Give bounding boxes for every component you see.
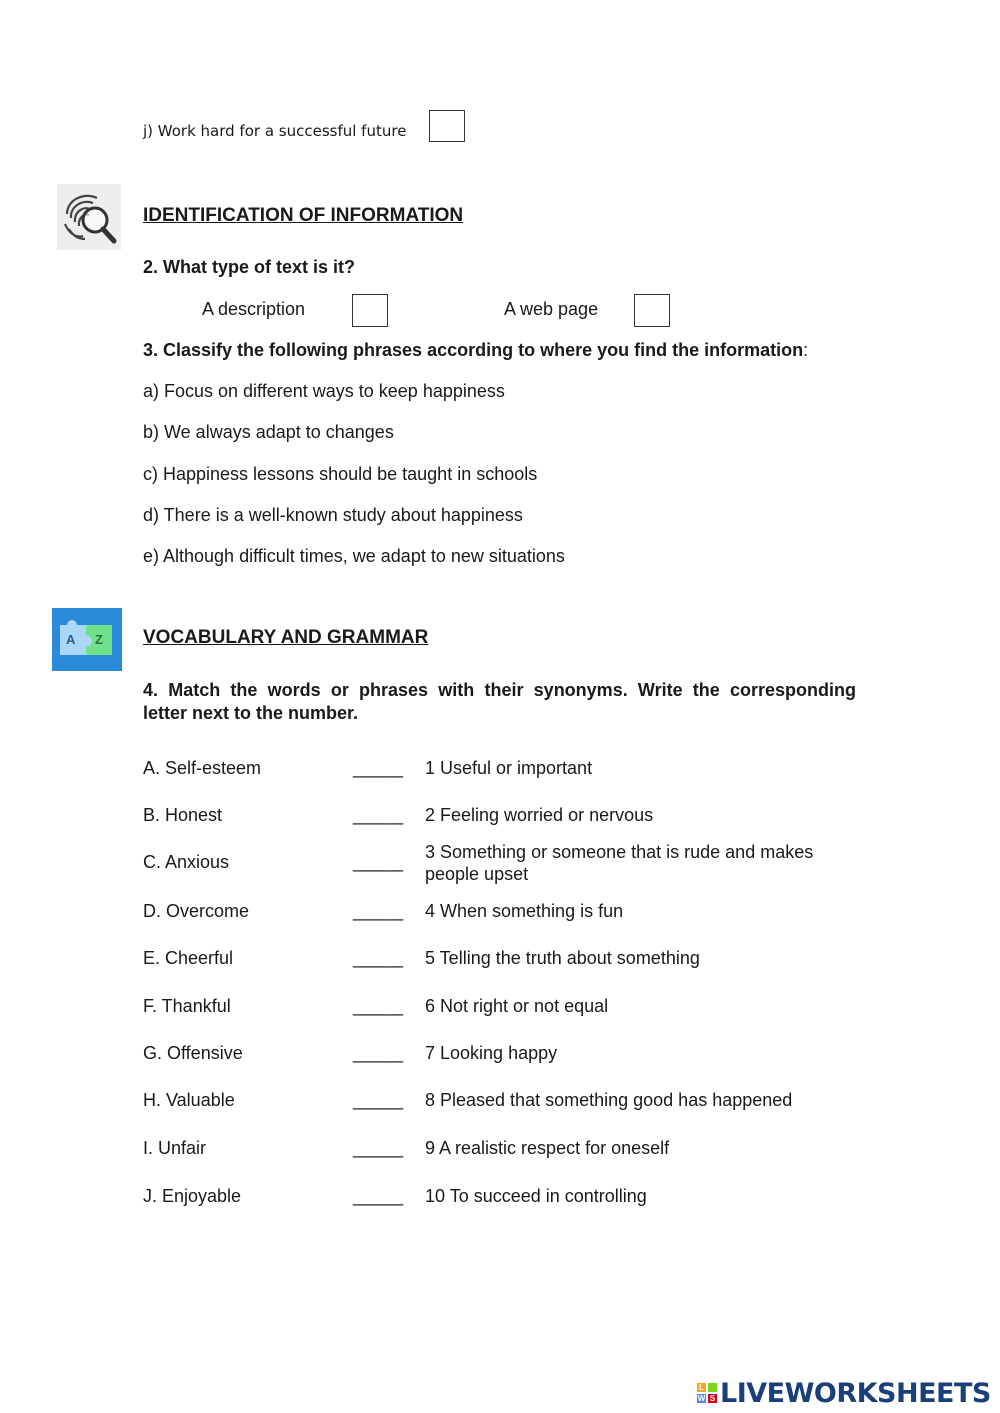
option-description-label: A description	[202, 299, 306, 319]
match-word-c: C. Anxious	[143, 852, 230, 872]
phrase-a: a) Focus on different ways to keep happiness	[143, 381, 505, 401]
liveworksheets-logo-icon	[697, 1383, 717, 1403]
match-blank-8[interactable]: _____	[353, 1090, 404, 1110]
fingerprint-search-icon	[57, 184, 121, 250]
match-word-h: H. Valuable	[143, 1090, 235, 1110]
question-3-text: 3. Classify the following phrases according to where you find the information	[143, 340, 804, 360]
match-def-1: 1 Useful or important	[425, 758, 593, 778]
match-def-2: 2 Feeling worried or nervous	[425, 805, 654, 825]
identification-heading: IDENTIFICATION OF INFORMATION	[143, 205, 464, 226]
match-def-9: 9 A realistic respect for oneself	[425, 1138, 670, 1158]
match-blank-3[interactable]: _____	[353, 852, 404, 872]
match-word-a: A. Self-esteem	[143, 758, 262, 778]
match-def-4: 4 When something is fun	[425, 901, 624, 921]
question-2: 2. What type of text is it?	[143, 257, 356, 277]
match-blank-4[interactable]: _____	[353, 901, 404, 921]
item-j-checkbox[interactable]	[429, 110, 465, 142]
phrase-b: b) We always adapt to changes	[143, 422, 394, 442]
phrase-c: c) Happiness lessons should be taught in schools	[143, 464, 538, 484]
match-blank-2[interactable]: _____	[353, 805, 404, 825]
match-blank-9[interactable]: _____	[353, 1138, 404, 1158]
match-def-5: 5 Telling the truth about something	[425, 948, 700, 968]
match-blank-1[interactable]: _____	[353, 758, 404, 778]
match-def-7: 7 Looking happy	[425, 1043, 558, 1063]
option-web-page-label: A web page	[504, 299, 599, 319]
logo-tile-w: W	[697, 1394, 706, 1403]
question-4-line2: letter next to the number.	[143, 703, 359, 723]
vocabulary-heading: VOCABULARY AND GRAMMAR	[143, 627, 429, 648]
phrase-d: d) There is a well-known study about happiness	[143, 505, 523, 525]
logo-tile-l: L	[697, 1383, 706, 1392]
phrase-e: e) Although difficult times, we adapt to new situations	[143, 546, 565, 566]
match-word-i: I. Unfair	[143, 1138, 207, 1158]
match-blank-5[interactable]: _____	[353, 948, 404, 968]
match-blank-6[interactable]: _____	[353, 996, 404, 1016]
liveworksheets-wordmark: LIVEWORKSHEETS	[720, 1377, 991, 1409]
question-3-colon: :	[803, 340, 809, 360]
match-word-d: D. Overcome	[143, 901, 250, 921]
logo-tile-s: S	[709, 1394, 716, 1403]
match-word-j: J. Enjoyable	[143, 1186, 242, 1206]
option-description-checkbox[interactable]	[352, 294, 388, 327]
match-def-6: 6 Not right or not equal	[425, 996, 609, 1016]
puzzle-letter-z: Z	[95, 632, 103, 647]
puzzle-az-icon	[52, 608, 122, 671]
match-def-10: 10 To succeed in controlling	[425, 1186, 647, 1206]
match-word-f: F. Thankful	[143, 996, 231, 1016]
match-def-8: 8 Pleased that something good has happened	[425, 1090, 793, 1110]
puzzle-letter-a: A	[66, 632, 76, 647]
match-word-g: G. Offensive	[143, 1043, 243, 1063]
match-blank-10[interactable]: _____	[353, 1186, 404, 1206]
question-4-line1: 4. Match the words or phrases with their synonyms. Write the corresponding	[143, 680, 856, 700]
match-def-3: 3 Something or someone that is rude and makes people upset	[425, 842, 814, 884]
liveworksheets-logo	[697, 1378, 991, 1408]
match-blank-7[interactable]: _____	[353, 1043, 404, 1063]
item-j-text: j) Work hard for a successful future	[143, 122, 407, 140]
match-word-b: B. Honest	[143, 805, 223, 825]
question-3	[143, 339, 808, 361]
option-web-page-checkbox[interactable]	[634, 294, 670, 327]
match-word-e: E. Cheerful	[143, 948, 234, 968]
